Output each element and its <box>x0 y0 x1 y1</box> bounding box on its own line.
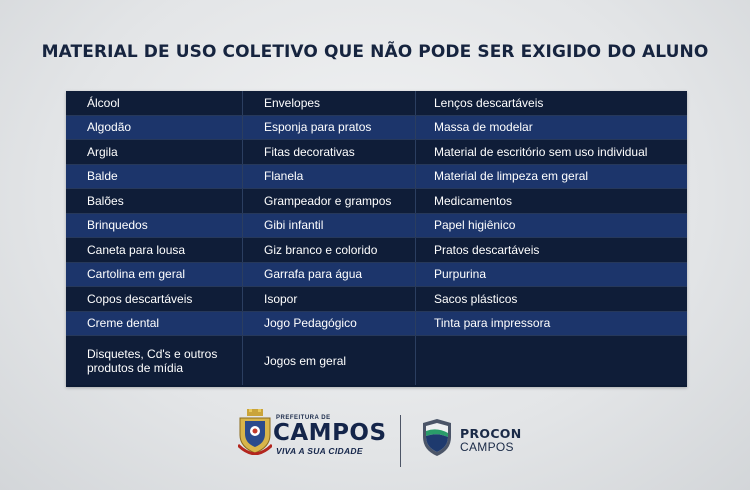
prefeitura-slogan: VIVA A SUA CIDADE <box>276 446 363 456</box>
table-row <box>66 263 687 288</box>
table-cell: Jogos em geral <box>242 336 416 385</box>
table-cell: Papel higiênico <box>434 218 516 233</box>
materials-table <box>66 91 687 387</box>
table-cell: Pratos descartáveis <box>434 242 540 257</box>
table-cell: Massa de modelar <box>434 120 533 135</box>
table-cell: Caneta para lousa <box>87 242 186 257</box>
table-row <box>66 91 687 116</box>
table-cell: Álcool <box>87 95 120 110</box>
prefeitura-crest-icon <box>238 409 272 455</box>
table-cell <box>416 336 687 385</box>
table-cell: Balde <box>87 169 118 184</box>
logo-divider <box>400 415 401 467</box>
procon-shield-icon <box>421 419 453 457</box>
table-row <box>66 214 687 239</box>
table-cell: Brinquedos <box>87 218 148 233</box>
table-cell: Isopor <box>242 287 416 311</box>
table-row <box>66 140 687 165</box>
table-cell: Purpurina <box>434 267 487 282</box>
table-cell: Lenços descartáveis <box>434 95 544 110</box>
table-cell: Flanela <box>242 165 416 189</box>
table-row <box>66 287 687 312</box>
table-cell: Disquetes, Cd's e outros produtos de mídia <box>87 346 218 375</box>
footer-logos <box>0 405 750 475</box>
table-cell: Copos descartáveis <box>87 291 193 306</box>
procon-name: PROCON <box>460 426 522 441</box>
table-row <box>66 238 687 263</box>
table-cell: Garrafa para água <box>242 263 416 287</box>
prefeitura-name: CAMPOS <box>273 420 387 446</box>
page-title: MATERIAL DE USO COLETIVO QUE NÃO PODE SER EXIGIDO DO ALUNO <box>41 42 709 62</box>
table-cell: Grampeador e grampos <box>242 189 416 213</box>
procon-sub-label: CAMPOS <box>460 440 514 454</box>
table-cell: Argila <box>87 144 118 159</box>
table-cell: Fitas decorativas <box>242 140 416 164</box>
table-cell: Algodão <box>87 120 132 135</box>
table-cell: Balões <box>87 193 124 208</box>
table-row <box>66 312 687 337</box>
table-cell: Giz branco e colorido <box>242 238 416 262</box>
table-cell: Sacos plásticos <box>434 291 518 306</box>
table-cell: Tinta para impressora <box>434 316 551 331</box>
prefeitura-small-label: PREFEITURA DE <box>276 415 331 421</box>
table-cell: Gibi infantil <box>242 214 416 238</box>
table-cell: Material de escritório sem uso individual <box>434 144 648 159</box>
table-cell: Medicamentos <box>434 193 513 208</box>
table-row <box>66 116 687 141</box>
table-cell: Cartolina em geral <box>87 267 186 282</box>
table-row <box>66 165 687 190</box>
table-cell: Esponja para pratos <box>242 116 416 140</box>
table-cell: Material de limpeza em geral <box>434 169 589 184</box>
table-cell: Creme dental <box>87 316 160 331</box>
table-cell: Envelopes <box>242 91 416 115</box>
table-row <box>66 336 687 385</box>
table-row <box>66 189 687 214</box>
table-cell: Jogo Pedagógico <box>242 312 416 336</box>
